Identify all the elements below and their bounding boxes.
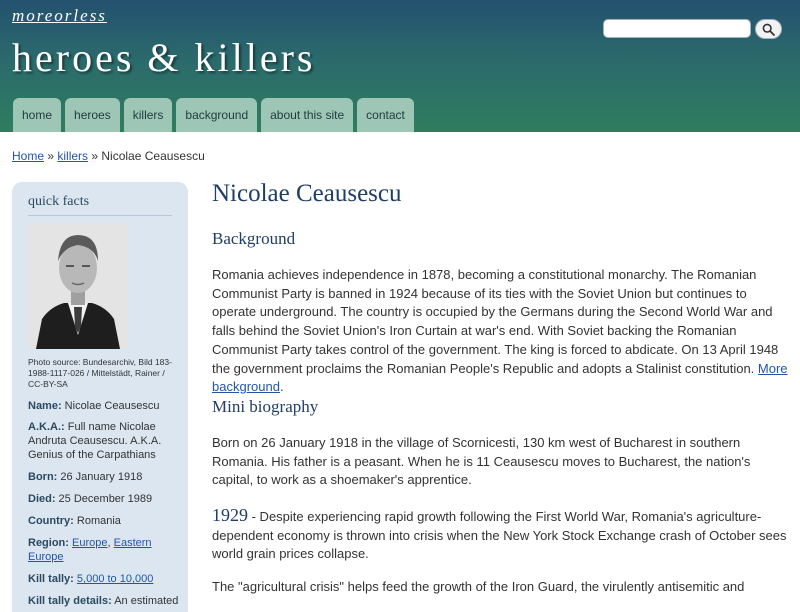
bio-paragraph: Born on 26 January 1918 in the village of Scornicesti, 130 km west of Bucharest in southern Romania. His father is a peasant. When he is 11 Ceausescu moves to Bucharest, the nation's capital, to work as a shoemaker's apprentice. [212,435,751,488]
fact-country [28,514,180,528]
portrait-photo [28,223,128,349]
more-background-link[interactable]: More background [212,360,788,395]
search-icon [762,23,775,36]
background-heading: Background [212,229,296,248]
kill-tally-link[interactable]: 5,000 to 10,000 [76,573,154,585]
brand-link[interactable]: moreorless [12,6,107,25]
fact-region [28,536,180,564]
fact-name [28,399,180,413]
fact-born [28,470,180,484]
year-text: - Despite experiencing rapid growth following the First World War, Romania's agriculture-dependent economy is thrown into crisis when the New York Stock Exchange crash of October sees world grain prices collapse. [212,509,787,562]
year-label: 1929 [212,505,248,525]
fact-value: 25 December 1989 [55,493,153,505]
breadcrumb-killers-link[interactable]: killers [57,149,89,163]
breadcrumb-separator: » [44,149,58,163]
search-button[interactable] [755,19,782,39]
tab-heroes[interactable]: heroes [65,98,120,132]
sidebar-title: quick facts [28,194,172,216]
breadcrumb-separator: » [88,149,102,163]
fact-aka [28,420,180,462]
fact-kill-details [28,594,180,608]
background-end: . [279,379,284,395]
portrait-image [28,223,128,349]
breadcrumb-home-link[interactable]: Home [12,149,45,163]
fact-label: Born: [28,471,58,483]
site-header [0,0,800,132]
main-content [212,180,790,594]
fact-value: 26 January 1918 [57,471,143,483]
fact-label: Died: [28,493,56,505]
fact-label: Kill tally: [28,573,74,585]
fact-label: Kill tally details: [28,595,112,607]
fact-died [28,492,180,506]
fact-separator: , [107,537,114,549]
background-text: Romania achieves independence in 1878, becoming a constitutional monarchy. The Romanian Communist Party is banned in 1924 because of its ties with the Soviet Union but continues to operate underground. The country is occupied by the Germans during the Second World War and falls behind the Soviet Union's Iron Curtain at war's end. With Soviet backing the Romanian Communist Party takes control of the government. The king is forced to abdicate. On 13 April 1948 the government proclaims the Romanian People's Republic and adopts a Stalinist constitution. [212,267,779,376]
tab-about[interactable]: about this site [261,98,353,132]
fact-label: Region: [28,537,69,549]
tab-killers[interactable]: killers [124,98,173,132]
year-1929-paragraph [212,506,790,564]
fact-kill-tally [28,572,180,586]
main-nav [13,98,414,132]
fact-label: Country: [28,515,74,527]
fact-label: Name: [28,400,62,412]
tab-home[interactable]: home [13,98,61,132]
search-input[interactable] [603,19,751,38]
photo-source-caption: Photo source: Bundesarchiv, Bild 183-1988-1117-026 / Mittelstädt, Rainer / CC-BY-SA [28,357,172,389]
region-europe-link[interactable]: Europe [72,537,108,549]
agricultural-crisis-paragraph: The "agricultural crisis" helps feed the growth of the Iron Guard, the virulently antisemitic and [212,579,745,594]
fact-value: Full name Nicolae Andruta Ceausescu. A.K.A. Genius of the Carpathians [28,421,162,461]
tab-contact[interactable]: contact [357,98,414,132]
mini-biography-heading: Mini biography [212,397,319,416]
quick-facts-sidebar [12,182,188,612]
fact-value: Romania [73,515,121,527]
breadcrumb-current: Nicolae Ceausescu [101,149,205,163]
breadcrumb [12,149,205,163]
fact-value: Nicolae Ceausescu [61,400,160,412]
fact-label: A.K.A.: [28,421,65,433]
region-eastern-europe-link[interactable]: Eastern Europe [28,537,152,563]
fact-value: An estimated [111,595,179,607]
site-title[interactable]: heroes & killers [12,35,316,80]
page-title: Nicolae Ceausescu [212,180,402,207]
background-paragraph [212,266,790,397]
tab-background[interactable]: background [176,98,257,132]
